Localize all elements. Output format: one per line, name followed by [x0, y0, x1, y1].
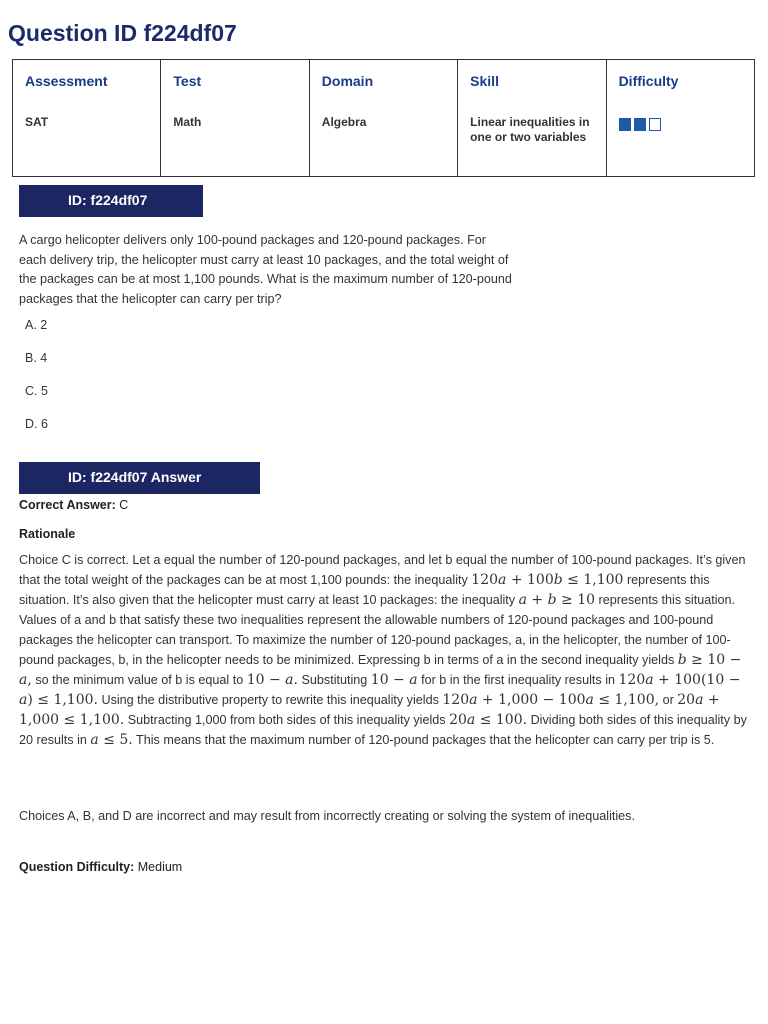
meta-cell-difficulty	[606, 60, 754, 177]
meta-value-domain: Algebra	[321, 115, 367, 129]
math-expression: 20a ≤ 100.	[449, 712, 528, 728]
rationale-text: represents this situation. It’s also given that the helicopter must carry at least 10 packages: the inequality	[19, 573, 710, 607]
meta-header-test: Test	[173, 73, 202, 89]
math-expression: 120a + 1,000 − 100a ≤ 1,100,	[442, 692, 660, 708]
meta-value-skill: Linear inequalities in one or two variables	[470, 115, 590, 144]
meta-value-test: Math	[173, 115, 202, 129]
rationale-text: Using the distributive property to rewrite this inequality yields	[101, 693, 439, 707]
meta-header-domain: Domain	[321, 73, 374, 89]
question-difficulty-label: Question Difficulty:	[19, 860, 135, 874]
choice-a: A. 2	[25, 318, 48, 332]
rationale-text: so the minimum value of b is equal to	[35, 673, 244, 687]
difficulty-bar-icon	[634, 118, 646, 131]
math-expression: 10 − a.	[246, 672, 298, 688]
choice-b: B. 4	[25, 351, 48, 365]
math-expression: 10 − a	[370, 672, 418, 688]
meta-cell-test	[161, 60, 309, 177]
rationale-text: Dividing both sides of this inequality by 20 results in	[19, 713, 747, 747]
rationale-text: Subtracting 1,000 from both sides of this inequality yields	[127, 713, 446, 727]
meta-cell-domain	[309, 60, 457, 177]
rationale-paragraph	[19, 550, 747, 750]
correct-answer	[19, 498, 128, 512]
math-expression: 120a + 100(10 − a) ≤ 1,100.	[19, 672, 741, 708]
question-meta-table	[12, 59, 755, 177]
difficulty-indicator	[619, 118, 742, 131]
rationale-text: for b in the first inequality results in	[421, 673, 616, 687]
math-expression: 120a + 100b ≤ 1,100	[471, 572, 624, 588]
incorrect-choices-explanation: Choices A, B, and D are incorrect and may result from incorrectly creating or solving the system of inequalities.	[19, 809, 635, 823]
page-title: Question ID f224df07	[8, 20, 237, 46]
meta-header-assessment: Assessment	[25, 73, 108, 89]
meta-header-difficulty: Difficulty	[618, 73, 679, 89]
math-expression: a + b ≥ 10	[518, 592, 596, 608]
meta-cell-skill	[458, 60, 606, 177]
math-expression: b ≥ 10 − a,	[19, 652, 742, 688]
question-difficulty-value: Medium	[137, 860, 183, 874]
rationale-text: or	[662, 693, 674, 707]
meta-value-assessment: SAT	[25, 115, 49, 129]
rationale-heading: Rationale	[19, 527, 76, 541]
difficulty-bar-icon	[649, 118, 661, 131]
rationale-text: Choice C is correct. Let a equal the number of 120-pound packages, and let b equal the number of 100-pound packages. It’s given that the total weight of the packages can be at most 1,100 pounds: the inequality	[19, 553, 746, 587]
choice-c: C. 5	[25, 384, 48, 398]
correct-answer-value: C	[119, 498, 129, 512]
correct-answer-label: Correct Answer:	[19, 498, 116, 512]
answer-id-banner: ID: f224df07 Answer	[19, 462, 260, 494]
difficulty-bar-icon	[619, 118, 631, 131]
choice-d: D. 6	[25, 417, 48, 431]
rationale-text: represents this situation. Values of a and b that satisfy these two inequalities represent the allowable numbers of 120-pound packages and 100-pound packages the helicopter can transport. To maximize the number of 120-pound packages, a, in the helicopter, the number of 100-pound packages, b, in the helicopter needs to be minimized. Expressing b in terms of a in the second inequality yields	[19, 593, 736, 667]
question-id-banner: ID: f224df07	[19, 185, 203, 217]
math-expression: 20a + 1,000 ≤ 1,100.	[19, 692, 720, 728]
math-expression: a ≤ 5.	[90, 732, 133, 748]
meta-cell-assessment	[13, 60, 161, 177]
question-stem: A cargo helicopter delivers only 100-pound packages and 120-pound packages. For each delivery trip, the helicopter must carry at least 10 packages, and the total weight of the packages can be at most 1,100 pounds. What is the maximum number of 120-pound packages that the helicopter can carry per trip?	[19, 233, 512, 306]
meta-header-skill: Skill	[470, 73, 499, 89]
question-difficulty	[19, 860, 182, 874]
rationale-text: This means that the maximum number of 120-pound packages that the helicopter can carry per trip is 5.	[136, 733, 715, 747]
rationale-text: Substituting	[301, 673, 368, 687]
